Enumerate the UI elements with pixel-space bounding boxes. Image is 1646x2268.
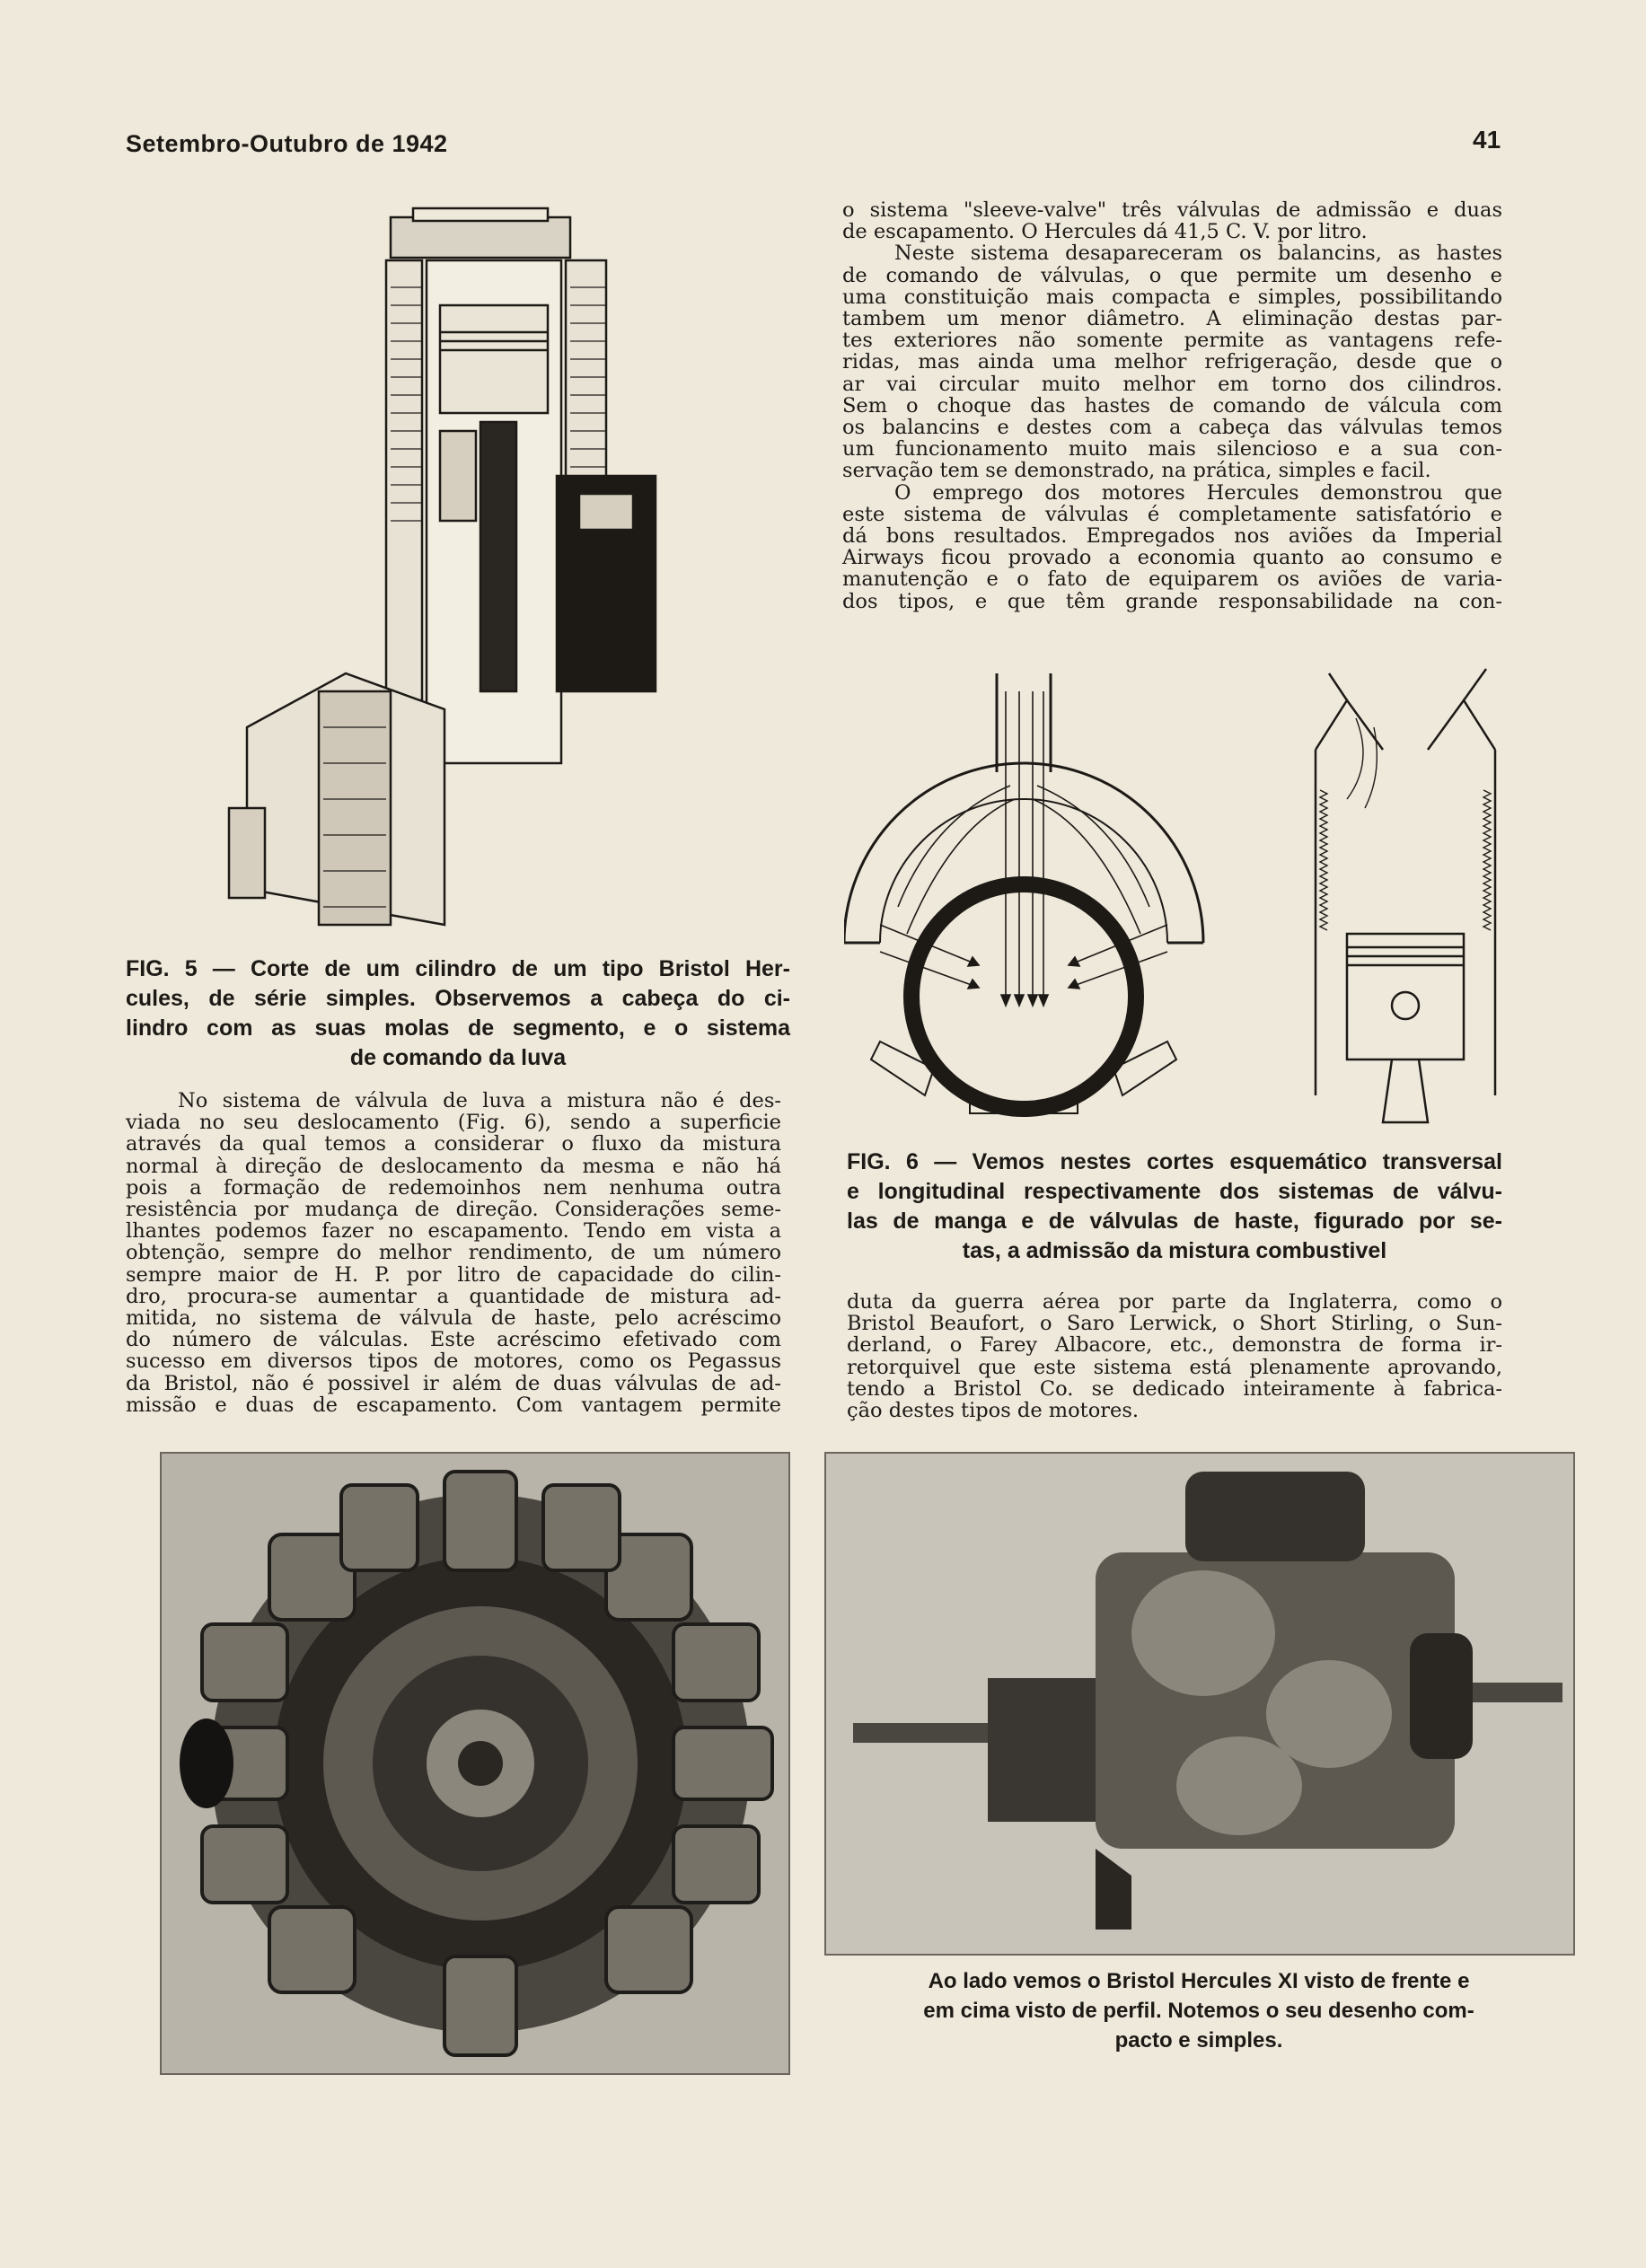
text-line: tes exteriores não somente permite as vantagens refe- bbox=[842, 329, 1502, 353]
caption-line: lindro com as suas molas de segmento, e o sistema bbox=[126, 1015, 790, 1041]
engine-front-photo bbox=[160, 1452, 790, 2075]
engine-profile-image bbox=[826, 1454, 1573, 1954]
sleeve-valve-schematic bbox=[844, 664, 1509, 1131]
text-line: do número de válculas. Este acréscimo efetivado com bbox=[126, 1328, 781, 1352]
text-line: sempre maior de H. P. por litro de capacidade do cilin- bbox=[126, 1262, 781, 1287]
caption-line: cules, de série simples. Observemos a cabeça do ci- bbox=[126, 986, 790, 1011]
text-line: dro, procura-se aumentar a quantidade de mistura ad- bbox=[126, 1284, 781, 1308]
caption-line: pacto e simples. bbox=[1114, 2028, 1283, 2053]
text-line: derland, o Farey Albacore, etc., demonstra de forma ir- bbox=[847, 1333, 1502, 1358]
paragraph bbox=[842, 242, 1502, 481]
text-line: este sistema de válvulas é completamente satisfatório e bbox=[842, 502, 1502, 526]
text-line: um funcionamento muito mais silencioso e a sua con- bbox=[842, 437, 1502, 462]
text-line: tambem um menor diâmetro. A eliminação destas par- bbox=[842, 307, 1502, 331]
figure-5-caption bbox=[126, 954, 790, 1073]
text-line: da Bristol, não é possivel ir além de duas válvulas de ad- bbox=[126, 1371, 781, 1395]
text-line: uma constituição mais compacta e simples, possibilitando bbox=[842, 285, 1502, 309]
text-line: ridas, mas ainda uma melhor refrigeração, desde que o bbox=[842, 350, 1502, 374]
text-line: os balancins e destes com a cabeça das válvulas temos bbox=[842, 416, 1502, 440]
caption-line: em cima visto de perfil. Notemos o seu desenho com- bbox=[923, 1999, 1474, 2023]
text-line: de escapamento. O Hercules dá 41,5 C. V. por litro. bbox=[842, 220, 1368, 244]
paragraph bbox=[842, 482, 1502, 612]
text-line: O emprego dos motores Hercules demonstrou que bbox=[894, 480, 1502, 505]
radial-engine-image bbox=[162, 1454, 788, 2073]
issue-date: Setembro-Outubro de 1942 bbox=[126, 130, 448, 157]
text-line: obtenção, sempre do melhor rendimento, de um número bbox=[126, 1241, 781, 1265]
text-line: de comando de válvulas, o que permite um desenho e bbox=[842, 263, 1502, 287]
left-column-text bbox=[126, 1090, 781, 1416]
text-line: viada no seu deslocamento (Fig. 6), sendo a superficie bbox=[126, 1111, 781, 1135]
text-line: retorquivel que este sistema está plenamente aprovando, bbox=[847, 1355, 1502, 1379]
text-line: pois a formação de redemoinhos nem nenhuma outra bbox=[126, 1175, 781, 1200]
text-line: manutenção e o fato de equiparem os aviões de varia- bbox=[842, 567, 1502, 592]
figure-6-schematics bbox=[844, 664, 1509, 1131]
text-line: dá bons resultados. Empregados nos aviões da Imperial bbox=[842, 524, 1502, 549]
caption-line: las de manga e de válvulas de haste, figurado por se- bbox=[847, 1209, 1502, 1234]
text-line: Bristol Beaufort, o Saro Lerwick, o Short Stirling, o Sun- bbox=[847, 1312, 1502, 1336]
figure-5-cylinder-cutaway bbox=[211, 207, 696, 943]
text-line: sucesso em diversos tipos de motores, como os Pegassus bbox=[126, 1349, 781, 1374]
text-line: missão e duas de escapamento. Com vantagem permite bbox=[126, 1393, 781, 1417]
engine-side-photo bbox=[824, 1452, 1575, 1956]
text-line: tendo a Bristol Co. se dedicado inteiramente à fabrica- bbox=[847, 1376, 1502, 1401]
right-column-top-text bbox=[842, 199, 1502, 612]
text-line: através da qual temos a considerar o fluxo da mistura bbox=[126, 1132, 781, 1156]
text-line: dos tipos, e que têm grande responsabilidade na con- bbox=[842, 589, 1502, 613]
text-line: No sistema de válvula de luva a mistura não é des- bbox=[178, 1089, 781, 1112]
figure-6-caption bbox=[847, 1147, 1502, 1266]
caption-line: FIG. 5 — Corte de um cilindro de um tipo Bristol Her- bbox=[126, 956, 790, 981]
right-column-bottom-text bbox=[847, 1291, 1502, 1421]
page-number: 41 bbox=[1473, 126, 1501, 154]
cylinder-cutaway-drawing bbox=[211, 207, 696, 943]
text-line: o sistema "sleeve-valve" três válvulas de admissão e duas bbox=[842, 198, 1502, 222]
text-line: mitida, no sistema de válvula de haste, pelo acréscimo bbox=[126, 1306, 781, 1331]
caption-line: de comando da luva bbox=[349, 1045, 567, 1070]
text-line: Airways ficou provado a economia quanto ao consumo e bbox=[842, 546, 1502, 570]
text-line: ar vai circular muito melhor em torno dos cilindros. bbox=[842, 372, 1502, 396]
text-line: duta da guerra aérea por parte da Inglaterra, como o bbox=[847, 1290, 1502, 1314]
text-line: ção destes tipos de motores. bbox=[847, 1399, 1140, 1423]
paragraph bbox=[842, 199, 1502, 242]
caption-line: tas, a admissão da mistura combustivel bbox=[962, 1238, 1387, 1263]
text-line: Sem o choque das hastes de comando de válcula com bbox=[842, 393, 1502, 418]
text-line: servação tem se demonstrado, na prática, simples e facil. bbox=[842, 459, 1431, 483]
caption-line: Ao lado vemos o Bristol Hercules XI visto de frente e bbox=[928, 1969, 1470, 1993]
caption-line: e longitudinal respectivamente dos sistemas de válvu- bbox=[847, 1179, 1502, 1204]
text-line: resistência por mudança de direção. Considerações seme- bbox=[126, 1198, 781, 1222]
text-line: Neste sistema desapareceram os balancins, as hastes bbox=[894, 242, 1502, 266]
photo-caption bbox=[853, 1966, 1545, 2055]
caption-line: FIG. 6 — Vemos nestes cortes esquemático transversal bbox=[847, 1149, 1502, 1174]
text-line: normal à direção de deslocamento da mesma e não há bbox=[126, 1154, 781, 1178]
text-line: lhantes podemos fazer no escapamento. Tendo em vista a bbox=[126, 1219, 781, 1244]
